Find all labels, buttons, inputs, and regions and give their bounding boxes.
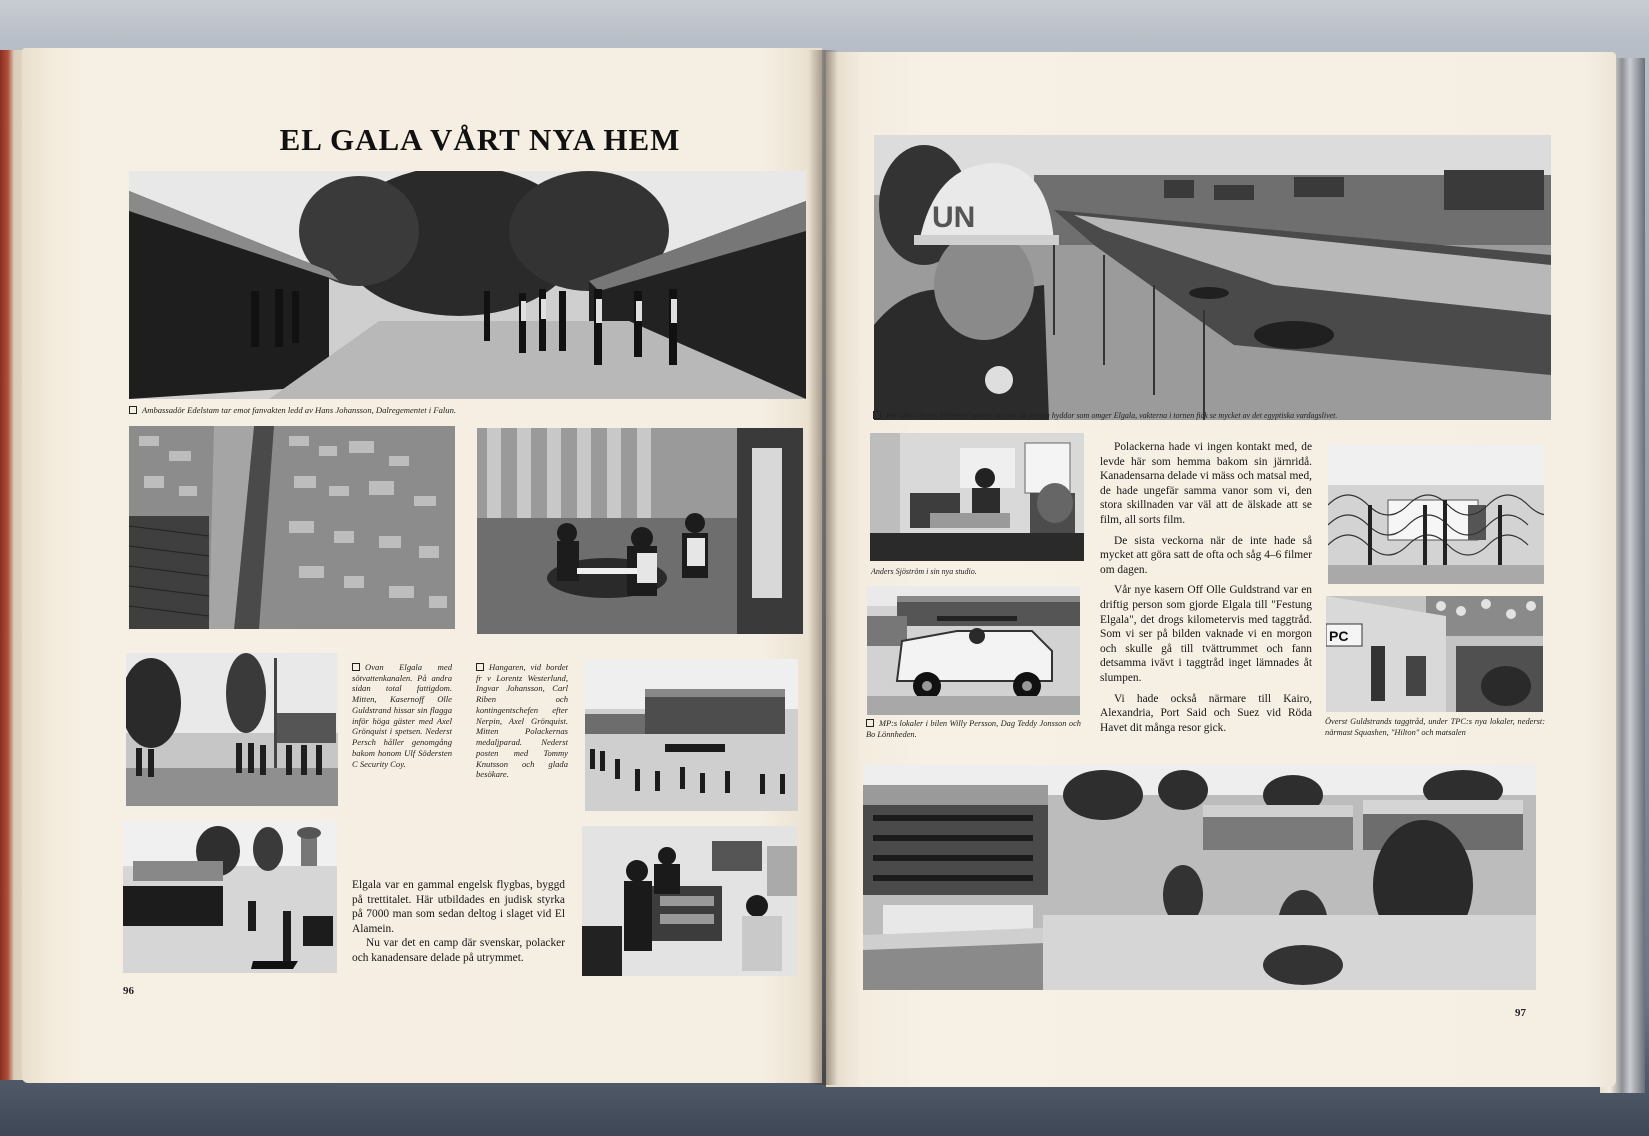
photo-un-soldier-canal (874, 135, 1551, 420)
caption-ambassador (129, 405, 809, 416)
caption-jeep (866, 719, 1081, 740)
body-text-right (1100, 440, 1312, 735)
photo-barbed-wire (1328, 445, 1544, 584)
caption-ambassador-text: Ambassadör Edelstam tar emot fanvakten ledd av Hans Johansson, Dalregementet i Falun. (142, 405, 457, 415)
caption-upper-left-text: Ovan Elgala med sötvattenkanalen. På andra sidan total fattigdom. Mitten, Kasernoff Olle Guldstrand hissar sin flagga inför höga gäster med Axel Grönquist i spetsen. Nederst Persch håller genomgång bakom honom Ulf Södersten C Security Coy. (352, 662, 452, 769)
caption-marker-icon (873, 411, 881, 419)
caption-upper-right-text: Hangaren, vid bordet fr v Lorentz Westerlund, Ingvar Johansson, Carl Riben och kontingentschefen efter Nerpin, Axel Grönquist. Mitten Polackernas medaljparad. Nederst posten med Tommy Knutsson och glada besökare. (476, 662, 568, 780)
body-text-left (352, 878, 565, 966)
page-number-right: 97 (1515, 1007, 1526, 1019)
body-right-paragraph: Vi hade också närmare till Kairo, Alexandria, Port Said och Suez vid Röda Havet dit många resor gick. (1100, 692, 1312, 734)
caption-upper-left (352, 662, 452, 769)
photo-jeep (867, 586, 1080, 715)
photo-radio-post (582, 826, 797, 976)
photo-hangar-interior (477, 428, 803, 634)
caption-marker-icon (352, 663, 360, 671)
caption-olsson-text: Per Ola Olsson, Filipstad spanar ut över de fattiga hyddor som omger Elgala, vakterna i tornen fick se mycket av det egyptiska vardagslivet. (886, 411, 1338, 420)
caption-wire: Överst Guldstrands taggtråd, under TPC:s nya lokaler, nederst: närmast Squashen, "Hilton" och matsalen (1325, 717, 1545, 737)
body-left-paragraph: Nu var det en camp där svenskar, polacker och kanadensare delade på utrymmet. (352, 937, 565, 964)
body-right-paragraph: Vår nye kasern Off Olle Guldstrand var en driftig person som gjorde Elgala till "Festung Elgala", det drogs kilometervis med taggtråd. Som vi ser på bilden vaknade vi en morgon och skulle gå till tvättrummet och fann detsamma ivävt i taggtråd inget lämnades åt slumpen. (1100, 584, 1312, 684)
photo-radio-studio (870, 433, 1084, 561)
caption-upper-right (476, 662, 568, 780)
body-left-paragraph: Elgala var en gammal engelsk flygbas, byggd på trettitalet. Här utbildades en judisk styrka på 7000 man som sedan deltog i slaget vid El Alamein. (352, 879, 565, 935)
caption-studio: Anders Sjöström i sin nya studio. (871, 567, 977, 576)
photo-medal-parade (585, 659, 798, 811)
body-right-paragraph: De sista veckorna när de inte hade så mycket att göra satt de ofta och såg 4–6 filmer om dagen. (1100, 534, 1312, 576)
page-title: EL GALA VÅRT NYA HEM (279, 122, 681, 157)
photo-flag-raising (126, 653, 338, 806)
caption-marker-icon (866, 719, 874, 727)
photo-tpc-building (1326, 596, 1543, 712)
page-number-left: 96 (123, 985, 134, 997)
tpc-sign-label: PC (1329, 628, 1349, 644)
book-gutter (808, 50, 838, 1085)
caption-marker-icon (476, 663, 484, 671)
photo-inspection (123, 821, 337, 973)
photo-aerial-canal (129, 426, 455, 629)
helmet-un-label: UN (932, 201, 976, 234)
caption-olsson (873, 411, 1563, 421)
photo-ambassador-guard (129, 171, 806, 399)
body-right-paragraph: Polackerna hade vi ingen kontakt med, de levde här som hemma bakom sin järnridå. Kanadensarna delade vi mäss och matsal med, de hade ungefär samma vanor som vi, den stora skillnaden var väl att de älskade att se film, all sorts film. (1100, 441, 1312, 526)
photo-camp-overview (863, 765, 1536, 990)
caption-jeep-text: MP:s lokaler i bilen Willy Persson, Dag Teddy Jonsson och Bo Lönnheden. (866, 719, 1081, 739)
caption-marker-icon (129, 406, 137, 414)
